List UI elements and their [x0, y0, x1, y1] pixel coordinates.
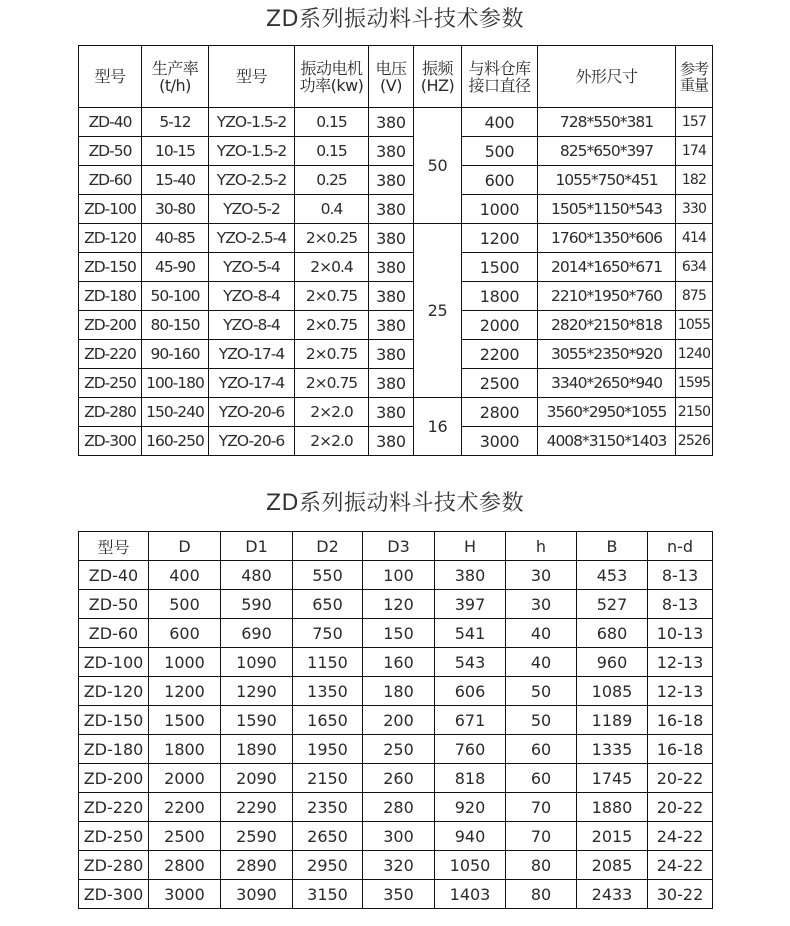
- table-cell: 1500: [149, 706, 221, 735]
- cell-frequency: 50: [414, 108, 462, 224]
- cell-motor-model: YZO-20-6: [209, 398, 295, 427]
- cell-model: ZD-60: [79, 166, 142, 195]
- cell-motor-model: YZO-2.5-4: [209, 224, 295, 253]
- table-cell: 397: [435, 590, 506, 619]
- table-cell: 3090: [221, 880, 293, 909]
- table-row: [79, 253, 713, 282]
- table2-body: [79, 561, 713, 909]
- table-cell: 750: [293, 619, 363, 648]
- table-row: [79, 764, 713, 793]
- cell-motor-model: YZO-8-4: [209, 282, 295, 311]
- cell-capacity: 80-150: [142, 311, 209, 340]
- table-cell: ZD-200: [79, 764, 149, 793]
- cell-model: ZD-200: [79, 311, 142, 340]
- table-cell: 80: [506, 880, 577, 909]
- table-cell: 280: [363, 793, 435, 822]
- table-cell: 60: [506, 764, 577, 793]
- header-dimensions: 外形尺寸: [538, 46, 676, 108]
- cell-model: ZD-120: [79, 224, 142, 253]
- cell-motor-power: 0.25: [295, 166, 369, 195]
- table-row: [79, 427, 713, 456]
- table-cell: 600: [149, 619, 221, 648]
- table-cell: 12-13: [648, 648, 713, 677]
- table-cell: 50: [506, 706, 577, 735]
- table-cell: 40: [506, 648, 577, 677]
- cell-capacity: 30-80: [142, 195, 209, 224]
- table-row: [79, 340, 713, 369]
- header-model: 型号: [79, 46, 142, 108]
- table-cell: 690: [221, 619, 293, 648]
- cell-weight: 174: [676, 137, 713, 166]
- cell-capacity: 90-160: [142, 340, 209, 369]
- table-cell: 1800: [149, 735, 221, 764]
- cell-motor-model: YZO-1.5-2: [209, 137, 295, 166]
- cell-motor-power: 2×0.4: [295, 253, 369, 282]
- table-cell: 30: [506, 590, 577, 619]
- table-cell: 650: [293, 590, 363, 619]
- table-cell: 1890: [221, 735, 293, 764]
- table-cell: 300: [363, 822, 435, 851]
- cell-motor-power: 2×0.75: [295, 340, 369, 369]
- table1-body: [79, 108, 713, 456]
- table-cell: 320: [363, 851, 435, 880]
- table-cell: 453: [577, 561, 648, 590]
- cell-capacity: 160-250: [142, 427, 209, 456]
- table-cell: 2150: [293, 764, 363, 793]
- table-row: [79, 166, 713, 195]
- header-frequency: 振频(HZ): [414, 46, 462, 108]
- table-cell: 400: [149, 561, 221, 590]
- cell-bin-diameter: 1000: [462, 195, 538, 224]
- table-cell: ZD-50: [79, 590, 149, 619]
- cell-dimensions: 3560*2950*1055: [538, 398, 676, 427]
- cell-bin-diameter: 3000: [462, 427, 538, 456]
- table-cell: 2290: [221, 793, 293, 822]
- table-cell: 760: [435, 735, 506, 764]
- table-cell: 2433: [577, 880, 648, 909]
- cell-weight: 2526: [676, 427, 713, 456]
- cell-dimensions: 3340*2650*940: [538, 369, 676, 398]
- cell-capacity: 100-180: [142, 369, 209, 398]
- cell-weight: 330: [676, 195, 713, 224]
- table-row: [79, 880, 713, 909]
- cell-voltage: 380: [369, 166, 414, 195]
- cell-dimensions: 1505*1150*543: [538, 195, 676, 224]
- table-cell: 100: [363, 561, 435, 590]
- table-cell: 250: [363, 735, 435, 764]
- table2-header-row: [79, 532, 713, 561]
- table-cell: 16-18: [648, 735, 713, 764]
- cell-voltage: 380: [369, 282, 414, 311]
- cell-model: ZD-300: [79, 427, 142, 456]
- table-cell: 30-22: [648, 880, 713, 909]
- table-cell: 180: [363, 677, 435, 706]
- table-cell: 500: [149, 590, 221, 619]
- cell-bin-diameter: 2200: [462, 340, 538, 369]
- cell-bin-diameter: 2800: [462, 398, 538, 427]
- cell-motor-model: YZO-5-4: [209, 253, 295, 282]
- cell-weight: 634: [676, 253, 713, 282]
- table-cell: 2000: [149, 764, 221, 793]
- table2-title: ZD系列振动料斗技术参数: [265, 491, 524, 516]
- header-col-1: D: [149, 532, 221, 561]
- header-motor-model: 型号: [209, 46, 295, 108]
- table-row: [79, 311, 713, 340]
- cell-capacity: 150-240: [142, 398, 209, 427]
- table-row: [79, 793, 713, 822]
- table-cell: 1085: [577, 677, 648, 706]
- table-cell: 3000: [149, 880, 221, 909]
- header-voltage: 电压(V): [369, 46, 414, 108]
- table-row: [79, 677, 713, 706]
- cell-voltage: 380: [369, 137, 414, 166]
- table-cell: 527: [577, 590, 648, 619]
- table-cell: 260: [363, 764, 435, 793]
- table-cell: 1335: [577, 735, 648, 764]
- cell-voltage: 380: [369, 369, 414, 398]
- cell-weight: 414: [676, 224, 713, 253]
- cell-bin-diameter: 600: [462, 166, 538, 195]
- table-cell: 200: [363, 706, 435, 735]
- table-cell: ZD-100: [79, 648, 149, 677]
- table-cell: 12-13: [648, 677, 713, 706]
- table-cell: 3150: [293, 880, 363, 909]
- cell-voltage: 380: [369, 195, 414, 224]
- table-cell: 30: [506, 561, 577, 590]
- table-cell: 70: [506, 822, 577, 851]
- table-cell: ZD-180: [79, 735, 149, 764]
- table-cell: ZD-40: [79, 561, 149, 590]
- table-cell: 606: [435, 677, 506, 706]
- cell-motor-power: 0.15: [295, 108, 369, 137]
- cell-model: ZD-280: [79, 398, 142, 427]
- cell-weight: 1055: [676, 311, 713, 340]
- table-cell: 543: [435, 648, 506, 677]
- table-cell: 1150: [293, 648, 363, 677]
- cell-motor-power: 2×0.75: [295, 282, 369, 311]
- table-cell: 2590: [221, 822, 293, 851]
- table-cell: 10-13: [648, 619, 713, 648]
- cell-voltage: 380: [369, 224, 414, 253]
- table-cell: 1000: [149, 648, 221, 677]
- cell-bin-diameter: 1200: [462, 224, 538, 253]
- table-cell: 1350: [293, 677, 363, 706]
- table-row: [79, 195, 713, 224]
- table-cell: 1050: [435, 851, 506, 880]
- table-cell: 8-13: [648, 561, 713, 590]
- cell-weight: 1240: [676, 340, 713, 369]
- table-row: [79, 137, 713, 166]
- table-cell: 2800: [149, 851, 221, 880]
- table-cell: 2350: [293, 793, 363, 822]
- cell-motor-model: YZO-1.5-2: [209, 108, 295, 137]
- cell-capacity: 50-100: [142, 282, 209, 311]
- cell-model: ZD-150: [79, 253, 142, 282]
- header-capacity: 生产率(t/h): [142, 46, 209, 108]
- table-row: [79, 282, 713, 311]
- table-cell: 2650: [293, 822, 363, 851]
- cell-frequency: 16: [414, 398, 462, 456]
- table-row: [79, 735, 713, 764]
- cell-dimensions: 825*650*397: [538, 137, 676, 166]
- cell-dimensions: 3055*2350*920: [538, 340, 676, 369]
- table-cell: 541: [435, 619, 506, 648]
- cell-motor-model: YZO-20-6: [209, 427, 295, 456]
- header-col-4: D3: [363, 532, 435, 561]
- cell-model: ZD-220: [79, 340, 142, 369]
- table-row: [79, 590, 713, 619]
- table-cell: 16-18: [648, 706, 713, 735]
- table-cell: 40: [506, 619, 577, 648]
- table-cell: 20-22: [648, 764, 713, 793]
- cell-weight: 1595: [676, 369, 713, 398]
- cell-motor-power: 2×0.75: [295, 369, 369, 398]
- table-cell: 60: [506, 735, 577, 764]
- table-cell: 24-22: [648, 851, 713, 880]
- table-cell: 2200: [149, 793, 221, 822]
- cell-motor-model: YZO-17-4: [209, 340, 295, 369]
- table-cell: 1950: [293, 735, 363, 764]
- header-col-0: 型号: [79, 532, 149, 561]
- cell-motor-power: 0.4: [295, 195, 369, 224]
- dimensions-table: [78, 531, 713, 909]
- cell-voltage: 380: [369, 427, 414, 456]
- table-cell: 160: [363, 648, 435, 677]
- cell-capacity: 5-12: [142, 108, 209, 137]
- table-cell: ZD-300: [79, 880, 149, 909]
- cell-motor-model: YZO-5-2: [209, 195, 295, 224]
- cell-voltage: 380: [369, 311, 414, 340]
- table-row: [79, 108, 713, 137]
- table-cell: 2890: [221, 851, 293, 880]
- table-cell: 920: [435, 793, 506, 822]
- table-cell: ZD-150: [79, 706, 149, 735]
- table-cell: 1189: [577, 706, 648, 735]
- cell-bin-diameter: 400: [462, 108, 538, 137]
- header-col-2: D1: [221, 532, 293, 561]
- table-cell: 120: [363, 590, 435, 619]
- table-row: [79, 822, 713, 851]
- cell-weight: 2150: [676, 398, 713, 427]
- cell-weight: 875: [676, 282, 713, 311]
- table-cell: 1745: [577, 764, 648, 793]
- cell-frequency: 25: [414, 224, 462, 398]
- cell-voltage: 380: [369, 108, 414, 137]
- table-cell: 380: [435, 561, 506, 590]
- header-col-7: B: [577, 532, 648, 561]
- table-cell: 550: [293, 561, 363, 590]
- table-cell: 1090: [221, 648, 293, 677]
- table-row: [79, 648, 713, 677]
- cell-bin-diameter: 1800: [462, 282, 538, 311]
- table-cell: ZD-120: [79, 677, 149, 706]
- cell-bin-diameter: 2500: [462, 369, 538, 398]
- table-cell: ZD-60: [79, 619, 149, 648]
- table-cell: 960: [577, 648, 648, 677]
- cell-motor-power: 0.15: [295, 137, 369, 166]
- cell-bin-diameter: 2000: [462, 311, 538, 340]
- table-cell: 1590: [221, 706, 293, 735]
- cell-model: ZD-100: [79, 195, 142, 224]
- header-bin-diameter: 与料仓库接口直径: [462, 46, 538, 108]
- table-cell: 350: [363, 880, 435, 909]
- cell-dimensions: 2820*2150*818: [538, 311, 676, 340]
- table-row: [79, 224, 713, 253]
- table-cell: 1880: [577, 793, 648, 822]
- cell-motor-power: 2×2.0: [295, 398, 369, 427]
- table-cell: 671: [435, 706, 506, 735]
- cell-model: ZD-50: [79, 137, 142, 166]
- table-cell: 150: [363, 619, 435, 648]
- table-cell: 70: [506, 793, 577, 822]
- table-cell: 50: [506, 677, 577, 706]
- table-cell: 2085: [577, 851, 648, 880]
- cell-motor-power: 2×2.0: [295, 427, 369, 456]
- table-cell: ZD-250: [79, 822, 149, 851]
- table-row: [79, 851, 713, 880]
- cell-dimensions: 1055*750*451: [538, 166, 676, 195]
- table-row: [79, 706, 713, 735]
- table1-header-row: [79, 46, 713, 108]
- table-cell: 2950: [293, 851, 363, 880]
- table-row: [79, 561, 713, 590]
- table-cell: 2015: [577, 822, 648, 851]
- cell-voltage: 380: [369, 253, 414, 282]
- table-cell: 8-13: [648, 590, 713, 619]
- header-col-6: h: [506, 532, 577, 561]
- cell-model: ZD-40: [79, 108, 142, 137]
- table-row: [79, 369, 713, 398]
- cell-weight: 182: [676, 166, 713, 195]
- table-row: [79, 398, 713, 427]
- table-cell: ZD-280: [79, 851, 149, 880]
- table-cell: 818: [435, 764, 506, 793]
- cell-motor-model: YZO-17-4: [209, 369, 295, 398]
- cell-capacity: 15-40: [142, 166, 209, 195]
- table-cell: 20-22: [648, 793, 713, 822]
- table-row: [79, 619, 713, 648]
- table-cell: 24-22: [648, 822, 713, 851]
- table-cell: 1200: [149, 677, 221, 706]
- cell-bin-diameter: 1500: [462, 253, 538, 282]
- cell-dimensions: 728*550*381: [538, 108, 676, 137]
- cell-voltage: 380: [369, 398, 414, 427]
- cell-motor-model: YZO-2.5-2: [209, 166, 295, 195]
- cell-dimensions: 1760*1350*606: [538, 224, 676, 253]
- header-weight: 参考重量: [676, 46, 713, 108]
- table-cell: 1650: [293, 706, 363, 735]
- cell-weight: 157: [676, 108, 713, 137]
- table-cell: 940: [435, 822, 506, 851]
- header-motor-power: 振动电机功率(kw): [295, 46, 369, 108]
- cell-capacity: 45-90: [142, 253, 209, 282]
- cell-voltage: 380: [369, 340, 414, 369]
- cell-dimensions: 2014*1650*671: [538, 253, 676, 282]
- table-cell: 2500: [149, 822, 221, 851]
- header-col-8: n-d: [648, 532, 713, 561]
- header-col-5: H: [435, 532, 506, 561]
- cell-model: ZD-250: [79, 369, 142, 398]
- header-col-3: D2: [293, 532, 363, 561]
- cell-dimensions: 2210*1950*760: [538, 282, 676, 311]
- table-cell: 590: [221, 590, 293, 619]
- cell-capacity: 10-15: [142, 137, 209, 166]
- cell-bin-diameter: 500: [462, 137, 538, 166]
- table-cell: 1290: [221, 677, 293, 706]
- table-cell: 2090: [221, 764, 293, 793]
- cell-dimensions: 4008*3150*1403: [538, 427, 676, 456]
- table-cell: 1403: [435, 880, 506, 909]
- cell-capacity: 40-85: [142, 224, 209, 253]
- table-cell: 680: [577, 619, 648, 648]
- cell-model: ZD-180: [79, 282, 142, 311]
- cell-motor-model: YZO-8-4: [209, 311, 295, 340]
- table-cell: ZD-220: [79, 793, 149, 822]
- table-cell: 80: [506, 851, 577, 880]
- table1-title: ZD系列振动料斗技术参数: [265, 7, 524, 32]
- cell-motor-power: 2×0.25: [295, 224, 369, 253]
- technical-parameters-table: [78, 45, 713, 456]
- cell-motor-power: 2×0.75: [295, 311, 369, 340]
- table-cell: 480: [221, 561, 293, 590]
